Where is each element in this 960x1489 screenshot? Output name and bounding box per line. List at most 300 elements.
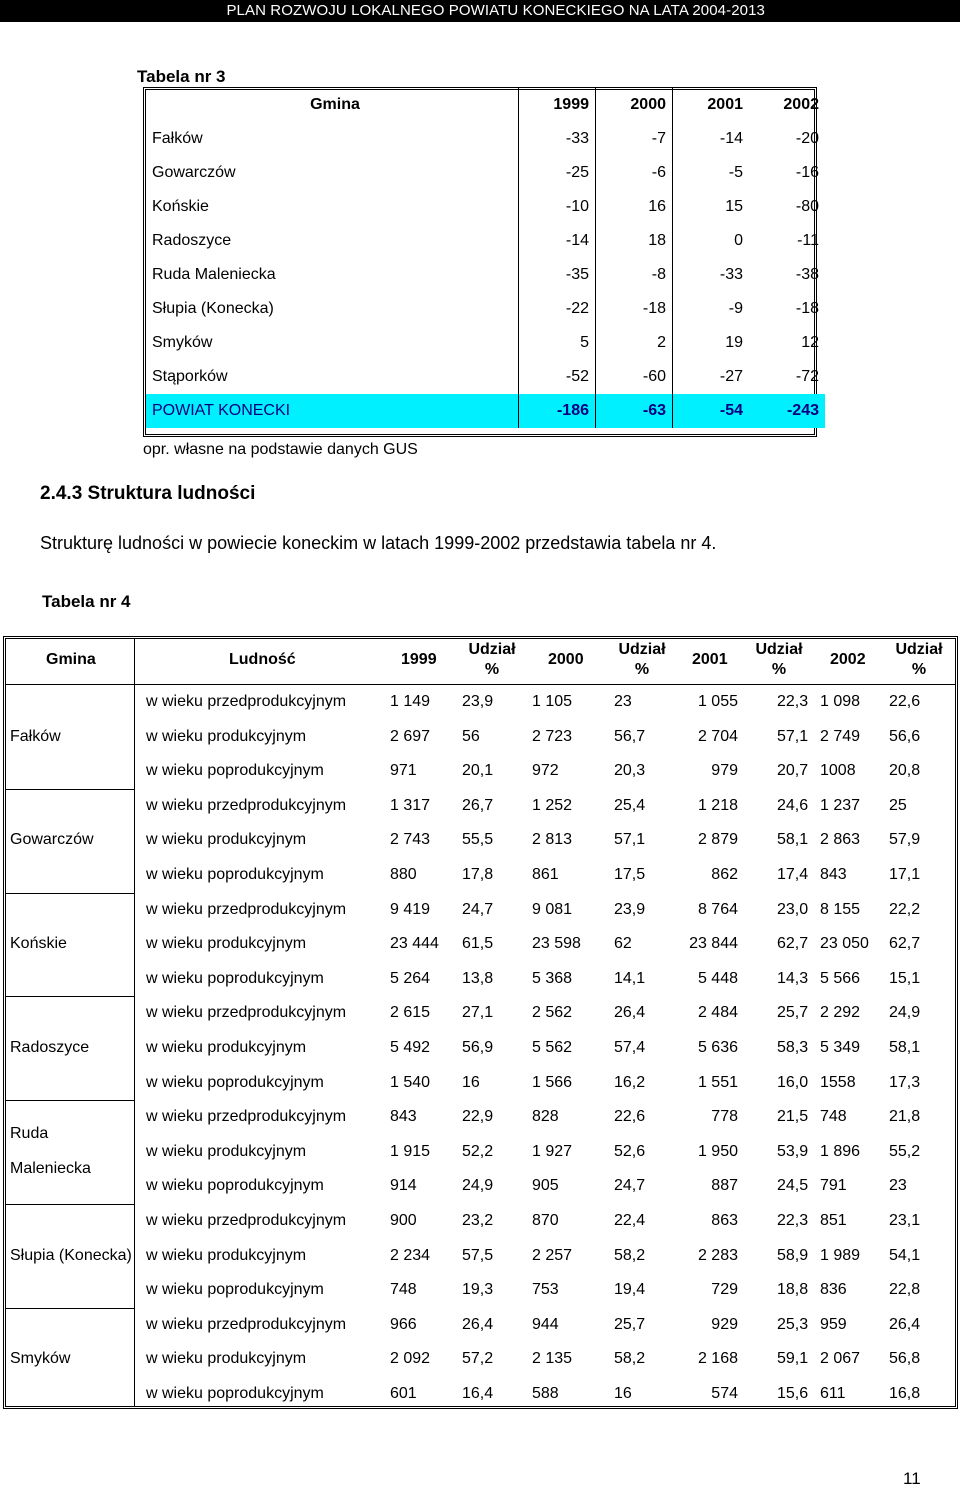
table4-cell-value-2001: 862: [711, 866, 738, 883]
table4-cell-share-1999: 24,9: [462, 1177, 494, 1194]
table4-cell-share-1999: 26,4: [462, 1316, 494, 1333]
table4-cell-share-2002: 56,6: [889, 728, 921, 745]
table4-header-udzial-1999: [466, 640, 518, 680]
table4-cell-value-2001: 887: [711, 1177, 738, 1194]
table4-header-gmina: Gmina: [46, 651, 96, 668]
table3-cell-value: -20: [795, 130, 819, 147]
table4-cell-age-group-label: w wieku poprodukcyjnym: [146, 1385, 324, 1402]
table4-cell-share-1999: 13,8: [462, 970, 494, 987]
table4-cell-value-2001: 1 055: [697, 693, 738, 710]
table4-gmina-name: Radoszyce: [10, 1039, 90, 1056]
table4-header-1999: 1999: [401, 651, 437, 668]
table4-cell-value-2000: 1 252: [532, 797, 573, 814]
table4-row: [0, 1100, 960, 1134]
table3-cell-value: 19: [673, 326, 750, 360]
table4-row: [0, 893, 960, 927]
table4-cell-value-2000: 23 598: [532, 935, 581, 952]
table4-cell-share-2000: 62: [614, 935, 632, 952]
table4-row: [0, 754, 960, 788]
table3-row: [146, 190, 825, 224]
table4-cell-value-2001: 1 218: [697, 797, 738, 814]
table4-cell-share-2000: 52,6: [614, 1143, 646, 1160]
table4-cell-value-2000: 2 562: [532, 1004, 573, 1021]
udzial-label: Udział: [755, 641, 803, 658]
table4-cell-value-2002: 748: [820, 1108, 847, 1125]
table4-cell-value-2002: 5 349: [820, 1039, 861, 1056]
table4-row: [0, 1135, 960, 1169]
table4-row: [0, 1308, 960, 1342]
table4-cell-share-2002: 17,1: [889, 866, 921, 883]
table4-cell-share-2000: 14,1: [614, 970, 646, 987]
table4-row: [0, 720, 960, 754]
table4-gmina-name: Maleniecka: [10, 1160, 91, 1177]
table4-cell-share-2001: 17,4: [777, 866, 809, 883]
table4-cell-share-2000: 16,2: [614, 1074, 646, 1091]
table4-cell-share-2001: 20,7: [777, 762, 809, 779]
table4-cell-share-2000: 26,4: [614, 1004, 646, 1021]
table4-cell-age-group-label: w wieku przedprodukcyjnym: [146, 1004, 347, 1021]
table3-cell-value: -10: [519, 190, 596, 224]
table4-row: [0, 789, 960, 823]
table4-cell-age-group-label: w wieku przedprodukcyjnym: [146, 1316, 347, 1333]
table4-cell-share-2000: 22,4: [614, 1212, 646, 1229]
page-number: 11: [903, 1469, 921, 1488]
table4-cell-share-2001: 22,3: [777, 693, 809, 710]
table4-gmina-name: Gowarczów: [10, 831, 94, 848]
table4-cell-share-2002: 55,2: [889, 1143, 921, 1160]
table4-cell-share-1999: 57,5: [462, 1247, 494, 1264]
table4-cell-value-2000: 5 562: [532, 1039, 573, 1056]
table4-header-ludnosc: Ludność: [229, 651, 296, 668]
table4-cell-value-2002: 2 863: [820, 831, 861, 848]
table4-cell-value-2002: 1 896: [820, 1143, 861, 1160]
table3-header-2001: 2001: [673, 88, 750, 122]
table3-cell-value: -14: [519, 224, 596, 258]
table4-cell-share-2002: 23,1: [889, 1212, 921, 1229]
table4-cell-share-2002: 20,8: [889, 762, 921, 779]
udzial-label: Udział: [618, 641, 666, 658]
table4-cell-share-2000: 23,9: [614, 901, 646, 918]
table3-header-1999: 1999: [519, 88, 596, 122]
table4-cell-value-1999: 880: [390, 866, 417, 883]
table4-cell-share-2001: 14,3: [777, 970, 809, 987]
table4-cell-share-1999: 57,2: [462, 1350, 494, 1367]
table4-row: [0, 858, 960, 892]
table4-cell-share-2002: 17,3: [889, 1074, 921, 1091]
table3-row: [146, 122, 825, 156]
table4-cell-age-group-label: w wieku produkcyjnym: [146, 1143, 307, 1160]
table4-cell-value-2002: 791: [820, 1177, 847, 1194]
table4-cell-value-1999: 23 444: [390, 935, 439, 952]
table4-cell-share-2001: 53,9: [777, 1143, 809, 1160]
table4-cell-age-group-label: w wieku produkcyjnym: [146, 1247, 307, 1264]
table4-cell-share-2000: 24,7: [614, 1177, 646, 1194]
table4-cell-value-2002: 1 989: [820, 1247, 861, 1264]
table3-cell-value: -54: [673, 394, 750, 428]
table3-cell-gmina: Ruda Maleniecka: [152, 266, 276, 283]
table4-cell-share-2000: 56,7: [614, 728, 646, 745]
table4-cell-value-2001: 5 636: [697, 1039, 738, 1056]
table4-cell-value-1999: 601: [390, 1385, 417, 1402]
table4-cell-share-2000: 57,4: [614, 1039, 646, 1056]
table4-cell-value-2001: 1 950: [697, 1143, 738, 1160]
table4-cell-value-2000: 944: [532, 1316, 559, 1333]
table4-cell-age-group-label: w wieku poprodukcyjnym: [146, 1177, 324, 1194]
table4-cell-value-1999: 900: [390, 1212, 417, 1229]
table4-cell-share-2002: 21,8: [889, 1108, 921, 1125]
table4-cell-share-2000: 20,3: [614, 762, 646, 779]
table4-cell-share-2000: 16: [614, 1385, 632, 1402]
table4-gmina-name: Fałków: [10, 728, 61, 745]
table4-header-2001: 2001: [692, 651, 728, 668]
table3-cell-value: -33: [673, 258, 750, 292]
table4-cell-age-group-label: w wieku przedprodukcyjnym: [146, 901, 347, 918]
table4-cell-share-2000: 23: [614, 693, 632, 710]
table4-cell-value-1999: 2 234: [390, 1247, 431, 1264]
table4-cell-value-1999: 1 149: [390, 693, 431, 710]
table4-cell-value-1999: 5 264: [390, 970, 431, 987]
percent-label: %: [634, 661, 650, 678]
table3-cell-value: -27: [673, 360, 750, 394]
table3-cell-value: -16: [795, 164, 819, 181]
table4-row: [0, 1239, 960, 1273]
percent-label: %: [771, 661, 787, 678]
table4-cell-share-1999: 55,5: [462, 831, 494, 848]
table4-cell-value-2002: 1558: [820, 1074, 856, 1091]
table4-cell-share-2002: 62,7: [889, 935, 921, 952]
table3-cell-gmina: Radoszyce: [152, 232, 232, 249]
table3-cell-value: 0: [673, 224, 750, 258]
table4-cell-share-2001: 25,7: [777, 1004, 809, 1021]
table3-cell-value: -38: [795, 266, 819, 283]
table4-cell-share-2000: 57,1: [614, 831, 646, 848]
table4-row: [0, 1273, 960, 1307]
table4-cell-value-1999: 1 915: [390, 1143, 431, 1160]
table3-cell-value: -72: [795, 368, 819, 385]
table3-header-2002: 2002: [783, 96, 819, 113]
table4-cell-value-2001: 2 168: [697, 1350, 738, 1367]
udzial-label: Udział: [895, 641, 943, 658]
table4-cell-value-2002: 1008: [820, 762, 856, 779]
table4-cell-share-1999: 22,9: [462, 1108, 494, 1125]
table4-cell-share-2002: 16,8: [889, 1385, 921, 1402]
table3-cell-gmina: Smyków: [152, 334, 213, 351]
table4-cell-share-2002: 57,9: [889, 831, 921, 848]
table3-cell-gmina: Gowarczów: [152, 164, 236, 181]
table4-cell-share-2001: 25,3: [777, 1316, 809, 1333]
table4-row: [0, 927, 960, 961]
table3-cell-value: 2: [596, 326, 673, 360]
table4-cell-share-2000: 17,5: [614, 866, 646, 883]
table4-cell-value-1999: 2 615: [390, 1004, 431, 1021]
table4-row: [0, 1066, 960, 1100]
table4-cell-age-group-label: w wieku poprodukcyjnym: [146, 970, 324, 987]
table4-cell-value-2001: 979: [711, 762, 738, 779]
table3-cell-value: -18: [795, 300, 819, 317]
udzial-label: Udział: [468, 641, 516, 658]
table4-cell-value-2000: 905: [532, 1177, 559, 1194]
table3-cell-value: -60: [596, 360, 673, 394]
table4-cell-value-2001: 23 844: [689, 935, 738, 952]
table4-cell-value-1999: 748: [390, 1281, 417, 1298]
table4-cell-share-1999: 16,4: [462, 1385, 494, 1402]
table4-cell-share-2002: 26,4: [889, 1316, 921, 1333]
table4-cell-value-2002: 851: [820, 1212, 847, 1229]
table4-cell-share-2001: 24,6: [777, 797, 809, 814]
table4-cell-value-2001: 863: [711, 1212, 738, 1229]
table4-cell-value-2002: 1 237: [820, 797, 861, 814]
table3-cell-value: 16: [596, 190, 673, 224]
table4-cell-value-1999: 966: [390, 1316, 417, 1333]
intro-paragraph: Strukturę ludności w powiecie koneckim w latach 1999-2002 przedstawia tabela nr 4.: [40, 533, 717, 553]
table4-cell-value-2000: 1 927: [532, 1143, 573, 1160]
table4-gmina-name: Smyków: [10, 1350, 71, 1367]
table3-header-gmina: Gmina: [310, 96, 360, 113]
table3-cell-value: -35: [519, 258, 596, 292]
table3-cell-value: -186: [519, 394, 596, 428]
table4-cell-age-group-label: w wieku przedprodukcyjnym: [146, 693, 347, 710]
table4-cell-share-2001: 16,0: [777, 1074, 809, 1091]
table4-cell-value-1999: 843: [390, 1108, 417, 1125]
table4-cell-value-2002: 959: [820, 1316, 847, 1333]
table4-cell-share-2002: 56,8: [889, 1350, 921, 1367]
table3-cell-value: 15: [673, 190, 750, 224]
table4-cell-share-2001: 23,0: [777, 901, 809, 918]
table4-cell-value-1999: 1 317: [390, 797, 431, 814]
table4-title: Tabela nr 4: [42, 592, 131, 611]
table4-cell-age-group-label: w wieku poprodukcyjnym: [146, 866, 324, 883]
table4-cell-share-2001: 24,5: [777, 1177, 809, 1194]
table3-cell-value: -52: [519, 360, 596, 394]
table4-cell-value-2001: 574: [711, 1385, 738, 1402]
table4-header-udzial-2001: [753, 640, 805, 680]
table4-cell-share-2002: 22,2: [889, 901, 921, 918]
table4-cell-share-1999: 16: [462, 1074, 480, 1091]
table4-cell-value-1999: 914: [390, 1177, 417, 1194]
table3-cell-value: -5: [673, 156, 750, 190]
table4-cell-value-2000: 1 566: [532, 1074, 573, 1091]
table3-cell-value: -6: [596, 156, 673, 190]
table3-cell-gmina: POWIAT KONECKI: [146, 394, 519, 428]
percent-label: %: [484, 661, 500, 678]
table4-cell-age-group-label: w wieku przedprodukcyjnym: [146, 797, 347, 814]
table3-cell-value: -11: [797, 232, 819, 249]
table4-cell-share-2001: 58,3: [777, 1039, 809, 1056]
table3-row: [146, 394, 825, 428]
table3-cell-value: -7: [596, 122, 673, 156]
table4-cell-share-2002: 24,9: [889, 1004, 921, 1021]
table4-cell-share-2002: 22,8: [889, 1281, 921, 1298]
table3-cell-value: -9: [673, 292, 750, 326]
table4-cell-share-2001: 57,1: [777, 728, 809, 745]
table4-cell-value-2001: 8 764: [697, 901, 738, 918]
table4-cell-value-2000: 5 368: [532, 970, 573, 987]
table4-cell-value-2001: 1 551: [697, 1074, 738, 1091]
table4-cell-share-2002: 58,1: [889, 1039, 921, 1056]
table4-cell-age-group-label: w wieku poprodukcyjnym: [146, 1074, 324, 1091]
table4-gmina-name: Słupia (Konecka): [10, 1247, 132, 1264]
table4-cell-value-2000: 9 081: [532, 901, 573, 918]
table4-cell-share-1999: 23,9: [462, 693, 494, 710]
table4-cell-value-2000: 2 723: [532, 728, 573, 745]
table4-cell-age-group-label: w wieku przedprodukcyjnym: [146, 1108, 347, 1125]
table4-cell-value-2001: 5 448: [697, 970, 738, 987]
percent-label: %: [911, 661, 927, 678]
table4-cell-age-group-label: w wieku poprodukcyjnym: [146, 1281, 324, 1298]
table4-cell-value-2000: 828: [532, 1108, 559, 1125]
table4-row: [0, 962, 960, 996]
table4-cell-value-2002: 611: [820, 1385, 846, 1402]
table4-cell-value-2001: 778: [711, 1108, 738, 1125]
table4-cell-share-2000: 25,7: [614, 1316, 646, 1333]
table4-cell-value-2002: 2 292: [820, 1004, 861, 1021]
table4-header-udzial-2000: [616, 640, 668, 680]
table4-gmina-name: Ruda: [10, 1125, 49, 1142]
table3-title: Tabela nr 3: [137, 67, 226, 86]
table4-row: [0, 823, 960, 857]
table3-header-2000: 2000: [596, 88, 673, 122]
table3-cell-value: -18: [596, 292, 673, 326]
table4-cell-share-2001: 62,7: [777, 935, 809, 952]
table4-cell-value-2001: 929: [711, 1316, 738, 1333]
table3-cell-value: -22: [519, 292, 596, 326]
table4-cell-share-2001: 18,8: [777, 1281, 809, 1298]
table4-cell-value-2000: 588: [532, 1385, 559, 1402]
table4-cell-value-2000: 2 813: [532, 831, 573, 848]
table4-cell-share-1999: 56,9: [462, 1039, 494, 1056]
table4-cell-value-2001: 2 704: [697, 728, 738, 745]
table4-cell-age-group-label: w wieku produkcyjnym: [146, 1039, 307, 1056]
table4-cell-value-2000: 2 257: [532, 1247, 573, 1264]
table4-cell-share-2000: 19,4: [614, 1281, 646, 1298]
table3-cell-value: -243: [749, 394, 825, 428]
table3-row: [146, 360, 825, 394]
table4-cell-value-2001: 2 283: [697, 1247, 738, 1264]
table4-cell-share-2001: 58,1: [777, 831, 809, 848]
table4-cell-value-2002: 836: [820, 1281, 847, 1298]
table4-cell-share-2000: 58,2: [614, 1350, 646, 1367]
table4-cell-value-2002: 843: [820, 866, 847, 883]
table4-cell-value-2000: 870: [532, 1212, 559, 1229]
table4-cell-age-group-label: w wieku poprodukcyjnym: [146, 762, 324, 779]
table4-header-udzial-2002: [893, 640, 945, 680]
table4-cell-value-2000: 861: [532, 866, 559, 883]
table3-cell-gmina: Fałków: [152, 130, 203, 147]
table4-cell-value-1999: 1 540: [390, 1074, 431, 1091]
table3-cell-value: -8: [596, 258, 673, 292]
table4-row: [0, 1204, 960, 1238]
table4-cell-value-2001: 2 879: [697, 831, 738, 848]
table4-cell-value-2001: 729: [711, 1281, 738, 1298]
table3-row: [146, 224, 825, 258]
table4-cell-value-1999: 971: [390, 762, 417, 779]
table4-row: [0, 1169, 960, 1203]
table3-cell-value: -63: [596, 394, 673, 428]
table4-gmina-name: Końskie: [10, 935, 67, 952]
table4-cell-share-1999: 19,3: [462, 1281, 494, 1298]
table4-cell-share-2000: 25,4: [614, 797, 646, 814]
table4-cell-share-1999: 52,2: [462, 1143, 494, 1160]
table3-cell-value: 5: [519, 326, 596, 360]
table3-row: [146, 326, 825, 360]
document-header: PLAN ROZWOJU LOKALNEGO POWIATU KONECKIEGO NA LATA 2004-2013: [0, 0, 960, 22]
table4-cell-share-2002: 15,1: [889, 970, 921, 987]
table4-cell-value-2000: 2 135: [532, 1350, 573, 1367]
table3-cell-gmina: Słupia (Konecka): [152, 300, 274, 317]
table4-cell-share-1999: 56: [462, 728, 480, 745]
table4-cell-share-1999: 26,7: [462, 797, 494, 814]
table4-cell-share-1999: 61,5: [462, 935, 494, 952]
table3: [146, 88, 825, 428]
table4-cell-share-2002: 25: [889, 797, 907, 814]
table4-cell-share-2001: 59,1: [777, 1350, 809, 1367]
table4-cell-share-2002: 22,6: [889, 693, 921, 710]
table4-cell-value-1999: 2 092: [390, 1350, 431, 1367]
table4-cell-share-1999: 23,2: [462, 1212, 494, 1229]
table4-row: [0, 1031, 960, 1065]
table4-cell-value-2000: 753: [532, 1281, 559, 1298]
table4-cell-share-1999: 20,1: [462, 762, 494, 779]
table4-cell-value-2002: 5 566: [820, 970, 861, 987]
table4-cell-age-group-label: w wieku produkcyjnym: [146, 728, 307, 745]
table3-cell-value: -33: [519, 122, 596, 156]
table3-cell-value: -14: [673, 122, 750, 156]
table4-cell-value-2002: 1 098: [820, 693, 861, 710]
section-heading: 2.4.3 Struktura ludności: [40, 483, 256, 504]
table4-cell-age-group-label: w wieku produkcyjnym: [146, 831, 307, 848]
table4-cell-value-2002: 2 749: [820, 728, 861, 745]
table3-row: [146, 156, 825, 190]
table3-cell-value: -80: [795, 198, 819, 215]
table4-cell-value-2002: 23 050: [820, 935, 869, 952]
table4-header-2000: 2000: [548, 651, 584, 668]
table4-cell-share-2001: 21,5: [777, 1108, 809, 1125]
table4-row: [0, 996, 960, 1030]
table4-cell-share-2000: 58,2: [614, 1247, 646, 1264]
table4-cell-share-2001: 58,9: [777, 1247, 809, 1264]
table4-cell-age-group-label: w wieku przedprodukcyjnym: [146, 1212, 347, 1229]
table4-cell-value-2002: 2 067: [820, 1350, 861, 1367]
table4-cell-share-2002: 54,1: [889, 1247, 921, 1264]
table3-cell-gmina: Stąporków: [152, 368, 228, 385]
table4-cell-share-1999: 27,1: [462, 1004, 494, 1021]
table3-row: [146, 292, 825, 326]
table4-row: [0, 685, 960, 719]
table4-cell-value-2000: 1 105: [532, 693, 573, 710]
table4-cell-value-1999: 9 419: [390, 901, 431, 918]
table4-cell-value-1999: 2 697: [390, 728, 431, 745]
table3-cell-gmina: Końskie: [152, 198, 209, 215]
table4-cell-value-1999: 5 492: [390, 1039, 431, 1056]
table3-cell-value: -25: [519, 156, 596, 190]
table4-cell-value-1999: 2 743: [390, 831, 431, 848]
table3-source: opr. własne na podstawie danych GUS: [143, 441, 418, 458]
table4-cell-value-2000: 972: [532, 762, 559, 779]
table3-cell-value: 12: [801, 334, 819, 351]
table3-row: [146, 258, 825, 292]
table4-row: [0, 1377, 960, 1411]
table4-cell-age-group-label: w wieku produkcyjnym: [146, 1350, 307, 1367]
table4-cell-value-2001: 2 484: [697, 1004, 738, 1021]
table4-cell-share-2001: 22,3: [777, 1212, 809, 1229]
table4-cell-value-2002: 8 155: [820, 901, 861, 918]
table4-cell-share-2000: 22,6: [614, 1108, 646, 1125]
table4-cell-share-1999: 17,8: [462, 866, 494, 883]
table3-header-row: [146, 88, 825, 122]
table4-cell-share-2002: 23: [889, 1177, 907, 1194]
table3-cell-value: 18: [596, 224, 673, 258]
table4-cell-age-group-label: w wieku produkcyjnym: [146, 935, 307, 952]
